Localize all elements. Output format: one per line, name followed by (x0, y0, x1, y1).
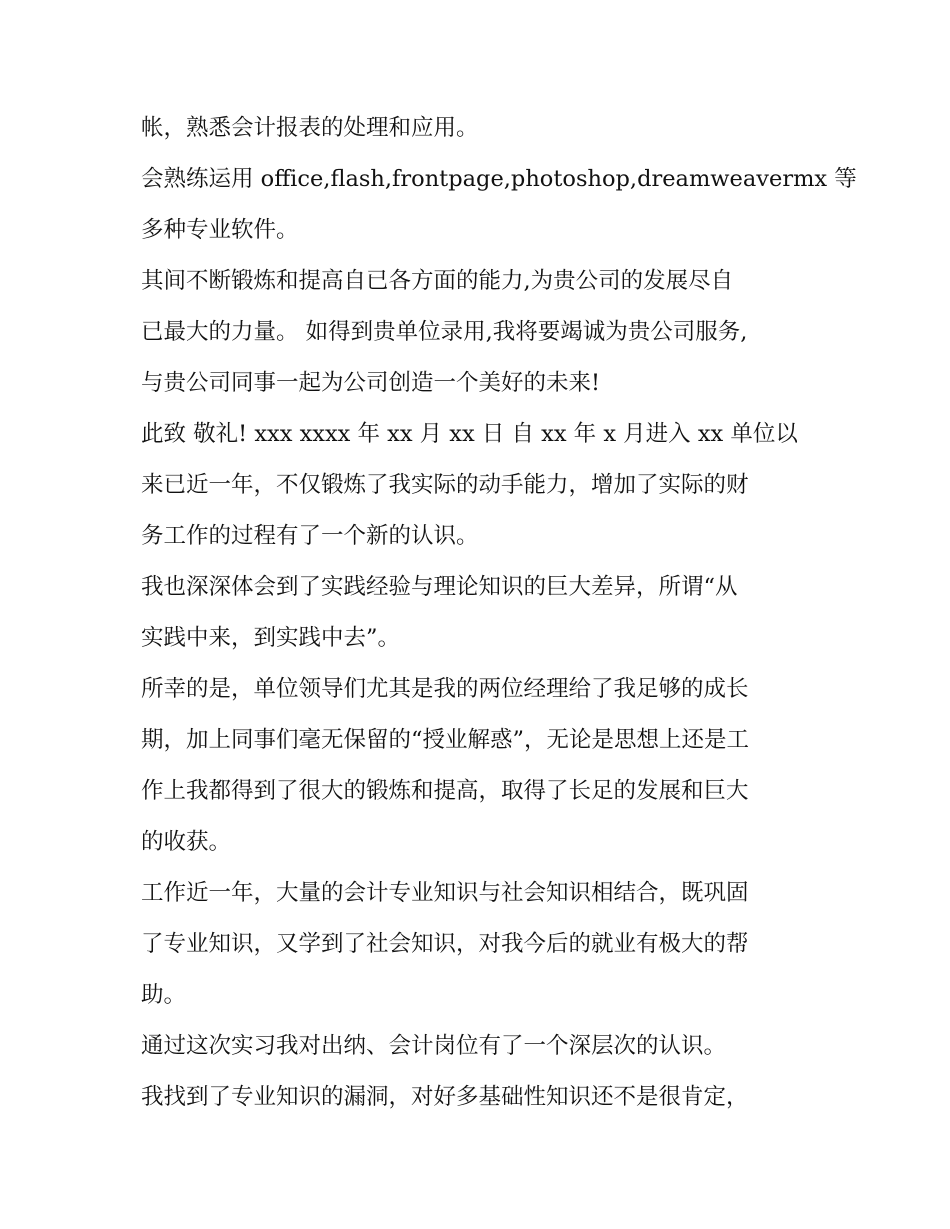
text-line-3: 多种专业软件。 (141, 217, 299, 243)
text-line-18: 助。 (141, 982, 187, 1008)
text-line-11: 实践中来，到实践中去”。 (141, 625, 401, 651)
text-line-16: 工作近一年，大量的会计专业知识与社会知识相结合，既巩固 (141, 880, 749, 906)
text-line-19: 通过这次实习我对出纳、会计岗位有了一个深层次的认识。 (141, 1033, 727, 1059)
text-line-17: 了专业知识，又学到了社会知识，对我今后的就业有极大的帮 (141, 931, 749, 957)
text-line-20: 我找到了专业知识的漏洞，对好多基础性知识还不是很肯定， (141, 1084, 749, 1110)
text-line-6: 与贵公司同事一起为公司创造一个美好的未来! (141, 370, 601, 396)
text-line-13: 期，加上同事们毫无保留的“授业解惑”，无论是思想上还是工 (141, 727, 750, 753)
text-line-14: 作上我都得到了很大的锻炼和提高，取得了长足的发展和巨大 (141, 778, 749, 804)
text-line-7: 此致 敬礼! xxx xxxx 年 xx 月 xx 日 自 xx 年 x 月进入 xx 单位以 (141, 421, 798, 447)
text-line-8: 来已近一年，不仅锻炼了我实际的动手能力，增加了实际的财 (141, 472, 749, 498)
text-line-2: 会熟练运用 office,flash,frontpage,photoshop,dreamweavermx 等 (141, 166, 857, 192)
text-line-12: 所幸的是，单位领导们尤其是我的两位经理给了我足够的成长 (141, 676, 749, 702)
text-line-10: 我也深深体会到了实践经验与理论知识的巨大差异，所谓“从 (141, 574, 738, 600)
text-line-5: 已最大的力量。 如得到贵单位录用,我将要竭诚为贵公司服务, (141, 319, 748, 345)
body-text (141, 103, 857, 1123)
text-line-1: 帐，熟悉会计报表的处理和应用。 (141, 115, 479, 141)
text-line-4: 其间不断锻炼和提高自已各方面的能力,为贵公司的发展尽自 (141, 268, 734, 294)
text-line-15: 的收获。 (141, 829, 232, 855)
text-line-9: 务工作的过程有了一个新的认识。 (141, 523, 479, 549)
